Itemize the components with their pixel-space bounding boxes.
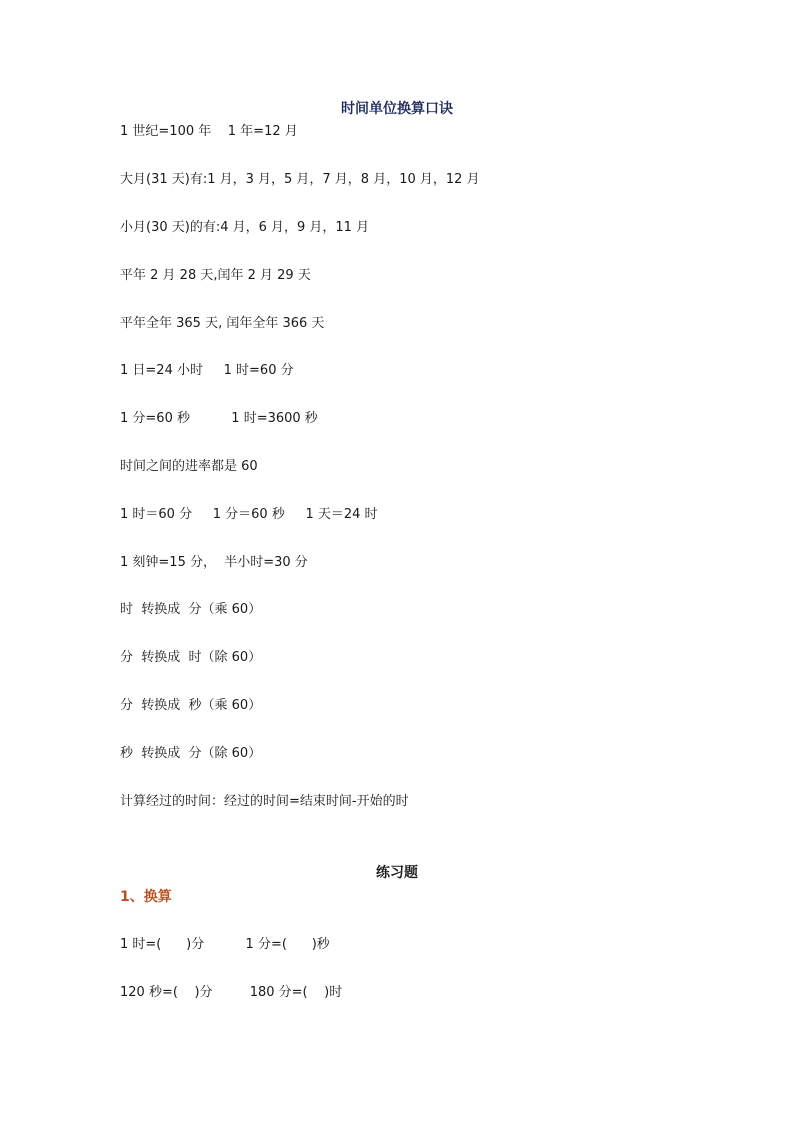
- rule-line: 分 转换成 时（除 60）: [120, 650, 262, 665]
- rule-line: 大月(31 天)有:1 月，3 月，5 月，7 月，8 月，10 月，12 月: [120, 172, 480, 187]
- rule-line: 1 分=60 秒 1 时=3600 秒: [120, 411, 318, 426]
- exercise-line: 1 时=( )分 1 分=( )秒: [120, 937, 330, 952]
- rule-line: 平年全年 365 天, 闰年全年 366 天: [120, 316, 325, 331]
- rule-line: 时间之间的进率都是 60: [120, 459, 258, 474]
- exercise-line: 120 秒=( )分 180 分=( )时: [120, 985, 343, 1000]
- rule-line: 1 日=24 小时 1 时=60 分: [120, 363, 294, 378]
- rule-line: 秒 转换成 分（除 60）: [120, 746, 262, 761]
- rule-line: 1 时＝60 分 1 分＝60 秒 1 天＝24 时: [120, 507, 378, 522]
- rule-line: 1 刻钟=15 分， 半小时=30 分: [120, 555, 308, 570]
- rule-line: 计算经过的时间：经过的时间=结束时间-开始的时: [120, 794, 409, 809]
- page-title: 时间单位换算口诀: [341, 101, 453, 117]
- exercise-title: 练习题: [376, 865, 418, 881]
- section-heading: 1、换算: [120, 889, 172, 905]
- rule-line: 1 世纪=100 年 1 年=12 月: [120, 124, 298, 139]
- rule-line: 小月(30 天)的有:4 月，6 月，9 月，11 月: [120, 220, 370, 235]
- rule-line: 分 转换成 秒（乘 60）: [120, 698, 262, 713]
- rule-line: 时 转换成 分（乘 60）: [120, 602, 262, 617]
- rule-line: 平年 2 月 28 天,闰年 2 月 29 天: [120, 268, 311, 283]
